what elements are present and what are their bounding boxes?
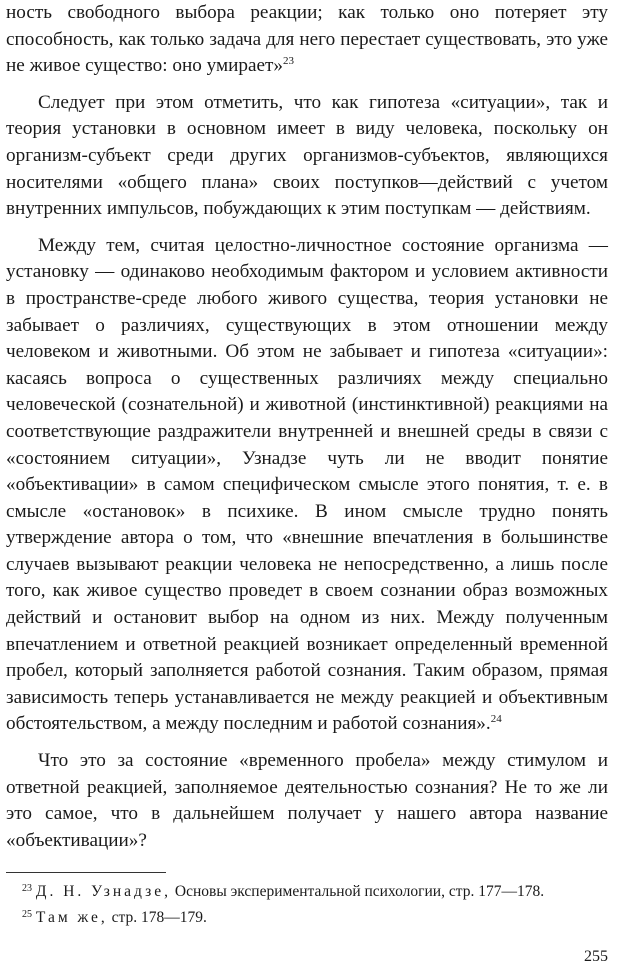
footnote-mark: 25: [22, 909, 32, 920]
footnote-author: Д. Н. Узнадзе,: [35, 883, 172, 900]
paragraph: ность свободного выбора реакции; как только оно потеряет эту способность, как только задача для него перестает существовать, это уже не живое существо: оно умирает»$^{23}$: [6, 2, 608, 77]
footnote-divider: [6, 872, 166, 873]
footnote-ref: 23: [282, 55, 294, 68]
page-number: 255: [584, 948, 608, 965]
footnote-ref: 24: [490, 713, 502, 726]
footnotes: [6, 881, 608, 929]
footnote: [6, 881, 608, 903]
footnote-text: стр. 178—179.: [111, 909, 207, 926]
paragraph: Следует при этом отметить, что как гипотеза «ситуации», так и теория установки в основном имеет в виду человека, поскольку он организм-субъект среди других организмов-субъектов, являющихся носителями «общего плана» своих поступков—действий с учетом внутренних импульсов, побуждающих к этим поступкам — действиям.: [6, 91, 608, 220]
paragraph: Между тем, считая целостно-личностное состояние организма — установку — одинаково необходимым фактором и условием активности в пространстве-среде любого живого существа, теория установки не забывает о различиях, существующих в этом отношении между человеком и животными. Об этом не забывает и гипотеза «ситуации»: касаясь вопроса о существенных различиях между специально человеческой (сознательной) и животной (инстинктивной) реакциями на соответствующие раздражители внутренней и внешней среды в связи с «состоянием ситуации», Узнадзе чуть ли не вводит понятие «объективации» в самом специфическом смысле этого понятия, т. е. в смысле «остановок» в психике. В ином смысле трудно понять утверждение автора о том, что «внешние впечатления в большинстве случаев вызывают реакции человека не непосредственно, а лишь после того, как живое существо проведет в своем сознании образ возможных действий и остановит выбор на одном из них. Между полученным впечатлением и ответной реакцией возникает определенный временной пробел, который заполняется работой сознания. Таким образом, прямая зависимость теперь устанавливается не между реакцией и объективным обстоятельством, а между последним и работой сознания».$^{24}$: [6, 234, 608, 735]
footnote-mark: 23: [22, 883, 32, 894]
footnote-author: Там же,: [35, 909, 108, 926]
footnote: [6, 907, 608, 929]
footnote-text: Основы экспериментальной психологии, стр. 177—178.: [174, 883, 545, 900]
paragraph: Что это за состояние «временного пробела» между стимулом и ответной реакцией, заполняемое деятельностью сознания? Не то же ли это самое, что в дальнейшем получает у нашего автора название «объективации»?: [6, 750, 608, 851]
main-text: [6, 0, 608, 854]
